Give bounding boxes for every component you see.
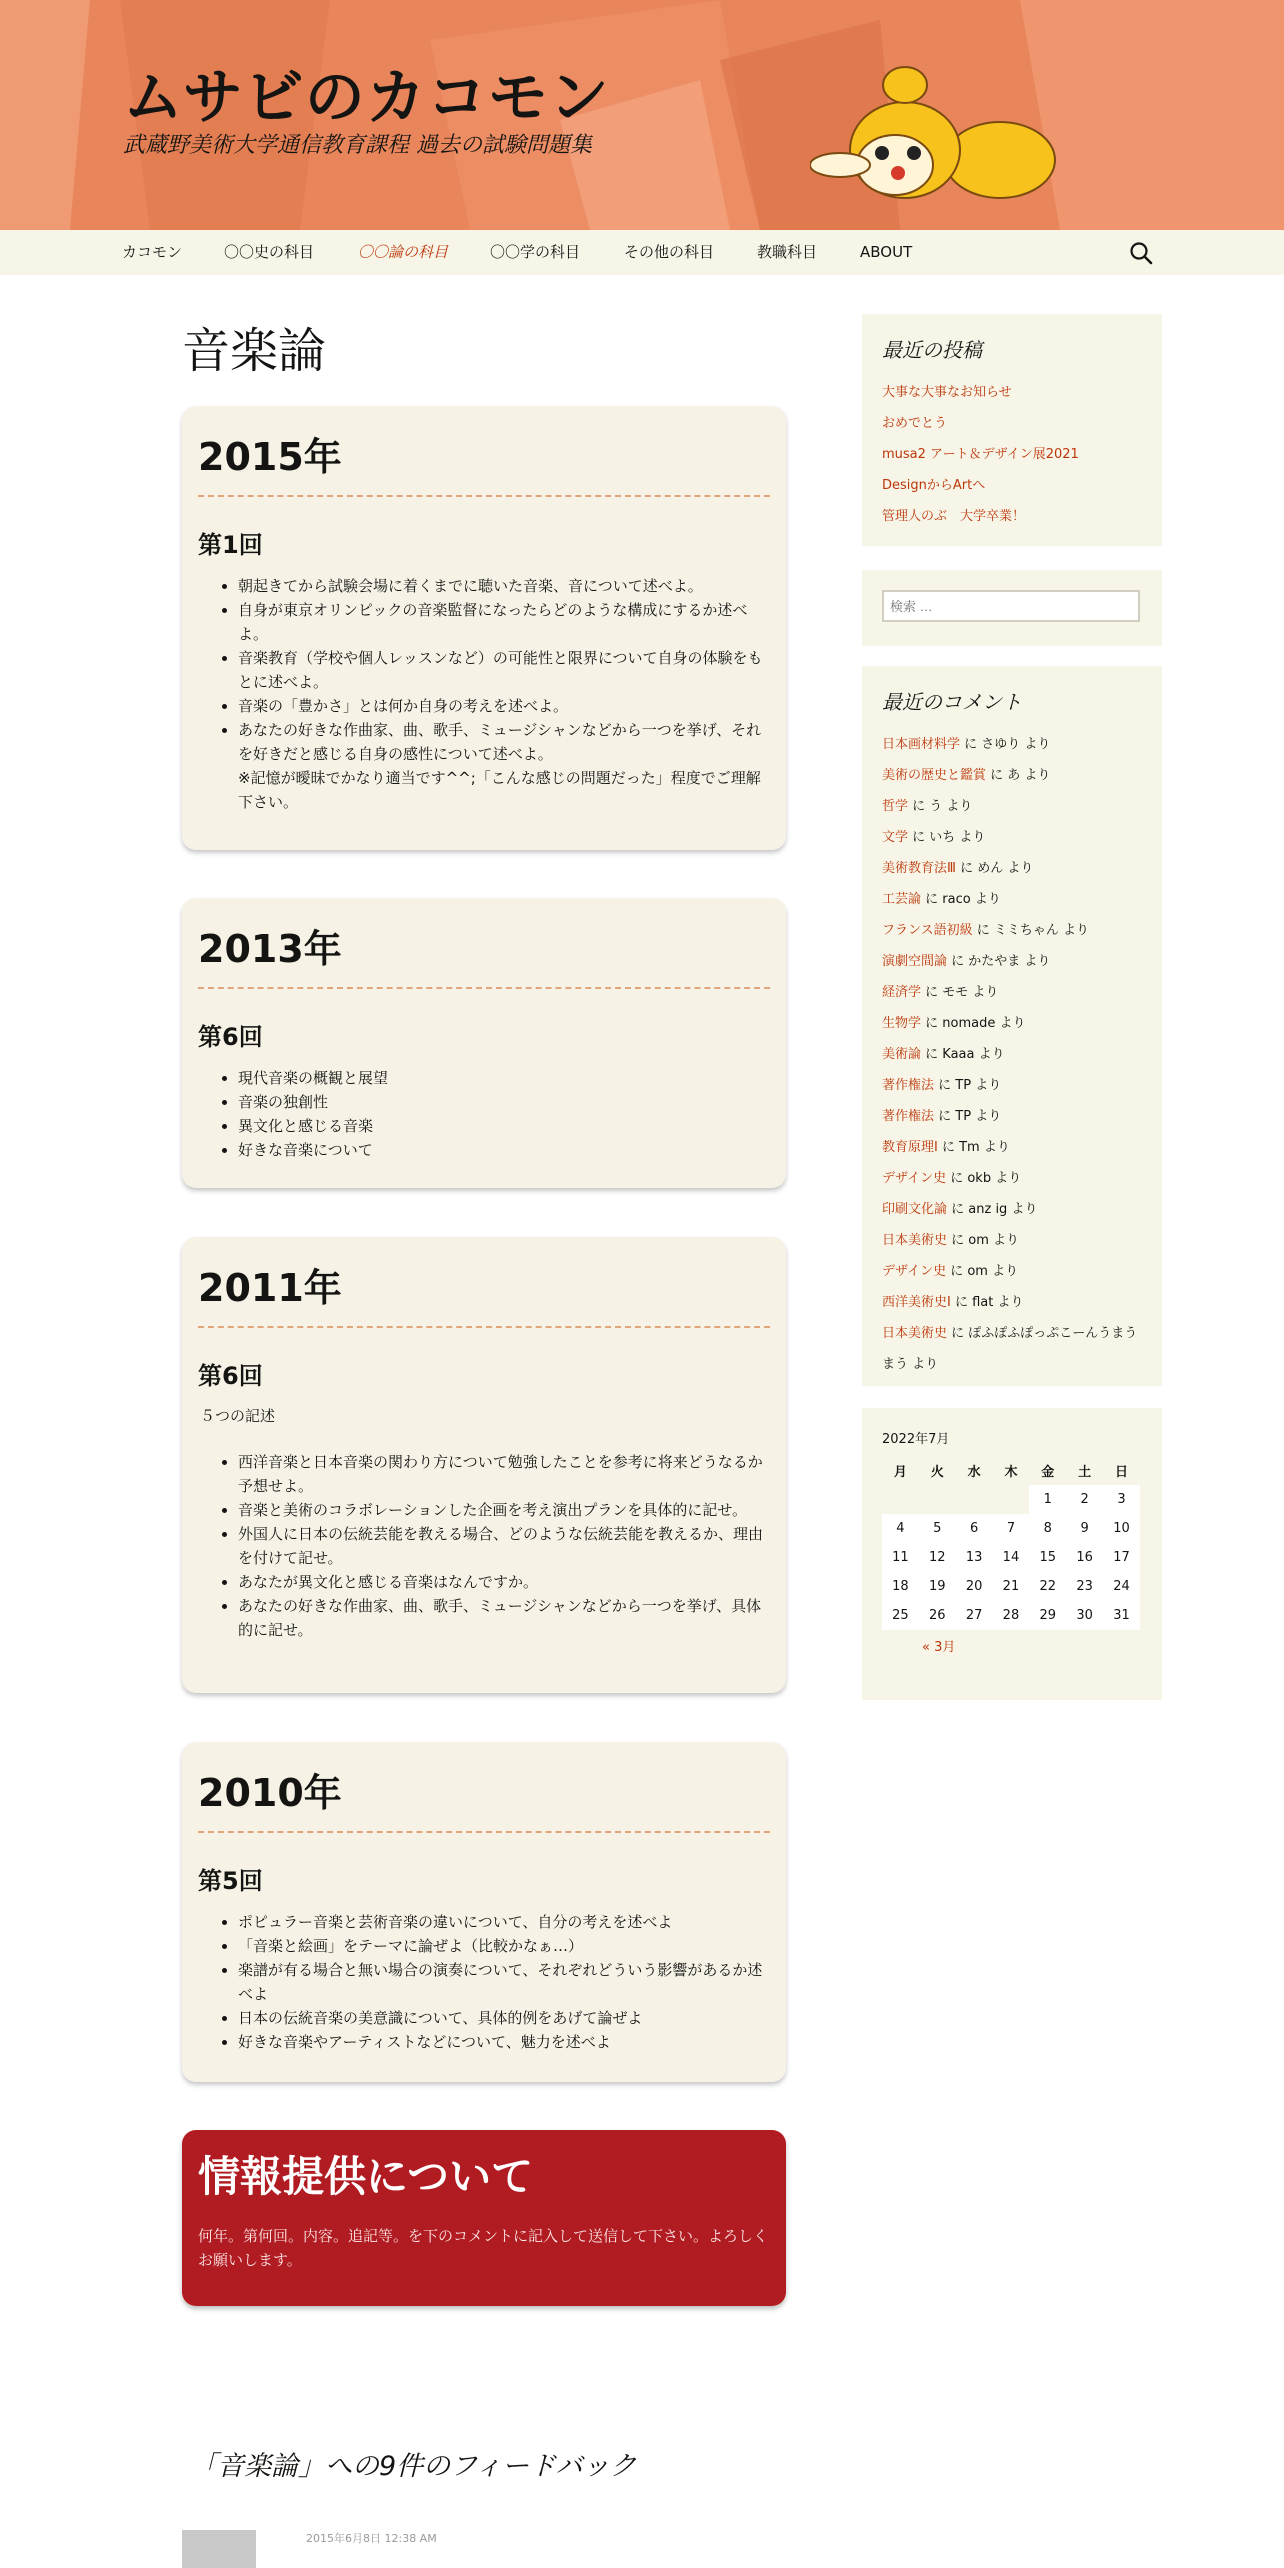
question-item: • 音楽と美術のコラボレーションした企画を考え演出プランを具体的に記せ。 [238,1498,770,1522]
divider [198,987,770,989]
calendar-day: 26 [919,1601,956,1630]
question-item: • あなたが異文化と感じる音楽はなんですか。 [238,1570,770,1594]
question-item: • 西洋音楽と日本音楽の関わり方について勉強したことを参考に将来どうなるか予想せよ。 [238,1450,770,1498]
page-title: 音楽論 [182,323,327,379]
comment-post-link[interactable]: デザイン史 [882,1264,947,1279]
recent-comment-item [882,1132,1142,1163]
section-year: 2013年 [198,927,342,971]
calendar-day: 10 [1103,1514,1140,1543]
calendar-weekday: 金 [1041,1464,1055,1480]
recent-comment-item [882,1101,1142,1132]
calendar-day: 11 [882,1543,919,1572]
exam-section-2013 [182,898,786,1188]
section-round: 第6回 [198,1023,263,1051]
calendar-weekday: 水 [967,1464,981,1480]
comment-author: に raco より [921,892,1001,907]
recent-comment-item [882,791,1142,822]
question-list [198,1910,770,2054]
nav-item-teaching-subjects[interactable]: 教職科目 [757,243,818,261]
nav-item-kakomon[interactable]: カコモン [122,243,183,261]
comment-post-link[interactable]: フランス語初級 [882,923,973,938]
recent-comment-item [882,1163,1142,1194]
calendar-day: 20 [956,1572,993,1601]
comment-post-link[interactable]: 日本美術史 [882,1326,948,1341]
question-list [198,1450,770,1642]
question-item [238,718,770,814]
calendar-day: 12 [919,1543,956,1572]
calendar-day [956,1485,993,1514]
calendar-caption: 2022年7月 [882,1432,950,1447]
search-widget [862,570,1162,646]
question-item: • 「音楽と絵画」をテーマに論ぜよ（比較かなぁ…） [238,1934,770,1958]
section-year: 2010年 [198,1771,342,1815]
widget-title: 最近のコメント [882,690,1022,714]
exam-section-2011 [182,1237,786,1693]
calendar-day: 17 [1103,1543,1140,1572]
comment-post-link[interactable]: デザイン史 [882,1171,947,1186]
feedback-date[interactable]: 2015年6月8日 12:38 AM [306,2532,437,2545]
comment-author: に かたやま より [947,954,1051,969]
comment-author: に TP より [934,1078,1002,1093]
calendar-day: 31 [1103,1601,1140,1630]
comment-post-link[interactable]: 経済学 [882,985,922,1000]
question-item: • ポピュラー音楽と芸術音楽の違いについて、自分の考えを述べよ [238,1910,770,1934]
recent-comment-item [882,760,1142,791]
calendar-day: 15 [1029,1543,1066,1572]
comment-author: に flat より [950,1295,1024,1310]
question-item: • 外国人に日本の伝統芸能を教える場合、どのような伝統芸能を教えるか、理由を付けて記せ。 [238,1522,770,1570]
info-title: 情報提供について [198,2152,534,2201]
question-item: • 好きな音楽やアーティストなどについて、魅力を述べよ [238,2030,770,2054]
recent-post-link[interactable]: 大事な大事なお知らせ [882,385,1012,400]
site-title[interactable]: ムサビのカコモン [123,63,610,133]
question-item: • 音楽の「豊かさ」とは何か自身の考えを述べよ。 [238,694,770,718]
recent-comments-widget [862,666,1162,1386]
comment-author: に anz ig より [947,1202,1038,1217]
comment-post-link[interactable]: 工芸論 [882,892,922,907]
question-item: • 日本の伝統音楽の美意識について、具体的例をあげて論ぜよ [238,2006,770,2030]
main-navigation [0,230,1284,275]
calendar-day: 27 [956,1601,993,1630]
calendar-day: 2 [1066,1485,1103,1514]
comment-post-link[interactable]: 文学 [882,830,909,845]
section-lead: ５つの記述 [200,1407,276,1425]
comment-post-link[interactable]: 著作権法 [882,1078,935,1093]
section-year: 2015年 [198,435,342,479]
question-item: • 音楽教育（学校や個人レッスンなど）の可能性と限界について自身の体験をもとに述べよ。 [238,646,770,694]
nav-item-studies-subjects[interactable]: 〇〇学の科目 [490,243,581,261]
section-round: 第5回 [198,1867,263,1895]
info-text: 何年。第何回。内容。追記等。を下のコメントに記入して送信して下さい。よろしくお願いします。 [198,2227,769,2269]
recent-comment-item [882,1225,1142,1256]
comment-post-link[interactable]: 印刷文化論 [882,1202,948,1217]
recent-post-link[interactable]: musa2 アート＆デザイン展2021 [882,447,1079,462]
question-list [198,1066,770,1162]
divider [198,1831,770,1833]
calendar-weekday: 土 [1078,1464,1092,1480]
search-input[interactable] [882,590,1140,622]
recent-post-link[interactable]: 管理人のぶ 大学卒業！ [882,509,1026,524]
comment-post-link[interactable]: 生物学 [882,1016,922,1031]
question-text: あなたの好きな作曲家、曲、歌手、ミュージシャンなどから一つを挙げ、それを好きだと感じる自身の感性について述べよ。 [238,721,762,763]
comment-author: に いち より [908,830,986,845]
comment-post-link[interactable]: 美術の歴史と鑑賞 [882,768,987,783]
nav-item-other-subjects[interactable]: その他の科目 [624,243,715,261]
section-round: 第1回 [198,531,263,559]
calendar-day: 4 [882,1514,919,1543]
calendar-day: 1 [1029,1485,1066,1514]
note-text: ※記憶が曖昧でかなり適当です^^;「こんな感じの問題だった」程度でご理解下さい。 [238,769,761,811]
question-item: • 現代音楽の概観と展望 [238,1066,770,1090]
calendar-day: 6 [956,1514,993,1543]
recent-comment-item [882,977,1142,1008]
question-item: • 好きな音楽について [238,1138,770,1162]
comment-author: に om より [946,1264,1019,1279]
recent-comment-item [882,1318,1142,1380]
nav-item-theory-subjects[interactable]: 〇〇論の科目 [358,243,449,261]
divider [198,1326,770,1328]
calendar-day: 24 [1103,1572,1140,1601]
recent-comment-item [882,1070,1142,1101]
comment-post-link[interactable]: 日本美術史 [882,1233,948,1248]
calendar-weekday: 日 [1115,1464,1129,1480]
comment-author: に さゆり より [960,737,1051,752]
section-round: 第6回 [198,1362,263,1390]
comment-post-link[interactable]: 日本画材料学 [882,737,961,752]
comment-author: に okb より [946,1171,1022,1186]
recent-comment-item [882,729,1142,760]
calendar-day [882,1485,919,1514]
recent-comment-item [882,822,1142,853]
calendar-day: 25 [882,1601,919,1630]
question-list [198,574,770,814]
avatar [182,2530,256,2568]
section-year: 2011年 [198,1266,342,1310]
divider [198,495,770,497]
recent-comment-item [882,1256,1142,1287]
comment-author: に Kaaa より [921,1047,1005,1062]
comment-post-link[interactable]: 著作権法 [882,1109,935,1124]
comment-post-link[interactable]: 美術教育法Ⅲ [882,861,956,876]
nav-item-history-subjects[interactable]: 〇〇史の科目 [224,243,315,261]
calendar-day [919,1485,956,1514]
comment-author: に ミミちゃん より [972,923,1090,938]
recent-comment-item [882,1194,1142,1225]
calendar-day: 13 [956,1543,993,1572]
question-item: • 自身が東京オリンピックの音楽監督になったらどのような構成にするか述べよ。 [238,598,770,646]
recent-comment-item [882,1287,1142,1318]
calendar-day: 14 [993,1543,1030,1572]
recent-comment-item [882,1039,1142,1070]
recent-posts-widget [862,314,1162,546]
question-item: • 音楽の独創性 [238,1090,770,1114]
calendar-day: 28 [993,1601,1030,1630]
comment-author: に あ より [986,768,1051,783]
widget-title: 最近の投稿 [882,338,982,362]
question-item: • 朝起きてから試験会場に着くまでに聴いた音楽、音について述べよ。 [238,574,770,598]
calendar-weekday: 火 [930,1464,944,1480]
calendar-day: 29 [1029,1601,1066,1630]
calendar-day: 18 [882,1572,919,1601]
comment-author: に TP より [934,1109,1002,1124]
calendar-day: 22 [1029,1572,1066,1601]
info-request-box [182,2130,786,2306]
comment-post-link[interactable]: 西洋美術史Ⅰ [882,1295,951,1310]
question-item: • 楽譜が有る場合と無い場合の演奏について、それぞれどういう影響があるか述べよ [238,1958,770,2006]
calendar-day: 5 [919,1514,956,1543]
calendar-day: 7 [993,1514,1030,1543]
calendar-widget [862,1408,1162,1700]
calendar-weekday: 月 [893,1464,907,1480]
comment-post-link[interactable]: 哲学 [882,799,909,814]
question-item: • あなたの好きな作曲家、曲、歌手、ミュージシャンなどから一つを挙げ、具体的に記せ。 [238,1594,770,1642]
exam-section-2015 [182,406,786,850]
recent-comment-item [882,1008,1142,1039]
recent-comment-item [882,915,1142,946]
calendar-table [882,1455,1140,1630]
search-icon[interactable] [1128,240,1154,266]
comment-post-link[interactable]: 教育原理Ⅰ [882,1140,938,1155]
calendar-day: 3 [1103,1485,1140,1514]
comment-author: に ぽふぽふぽっぷこーんうまうまう より [882,1326,1138,1372]
calendar-day: 30 [1066,1601,1103,1630]
calendar-day: 23 [1066,1572,1103,1601]
calendar-prev-month-link[interactable]: « 3月 [922,1640,956,1655]
calendar-day: 16 [1066,1543,1103,1572]
calendar-day: 19 [919,1572,956,1601]
comment-author: に う より [908,799,973,814]
recent-post-link[interactable]: DesignからArtへ [882,478,986,493]
comment-author: に Tm より [937,1140,1010,1155]
recent-comment-item [882,853,1142,884]
recent-comments-list [882,729,1142,1380]
exam-section-2010 [182,1742,786,2082]
comment-author: に nomade より [921,1016,1026,1031]
comment-post-link[interactable]: 演劇空間論 [882,954,948,969]
calendar-weekday: 木 [1004,1464,1018,1480]
recent-comment-item [882,946,1142,977]
site-description: 武蔵野美術大学通信教育課程 過去の試験問題集 [123,133,592,158]
calendar-day: 9 [1066,1514,1103,1543]
recent-comment-item [882,884,1142,915]
comment-author: に モモ より [921,985,999,1000]
feedback-title: 「音楽論」への9件のフィードバック [190,2451,637,2482]
nav-item-about[interactable]: ABOUT [860,243,913,261]
calendar-day: 8 [1029,1514,1066,1543]
site-header [0,0,1284,230]
question-item: • 異文化と感じる音楽 [238,1114,770,1138]
calendar-day [993,1485,1030,1514]
recent-post-link[interactable]: おめでとう [882,416,948,431]
calendar-day: 21 [993,1572,1030,1601]
mascot-icon [810,55,1060,220]
comment-author: に めん より [955,861,1034,876]
comment-post-link[interactable]: 美術論 [882,1047,922,1062]
comment-author: に om より [947,1233,1020,1248]
